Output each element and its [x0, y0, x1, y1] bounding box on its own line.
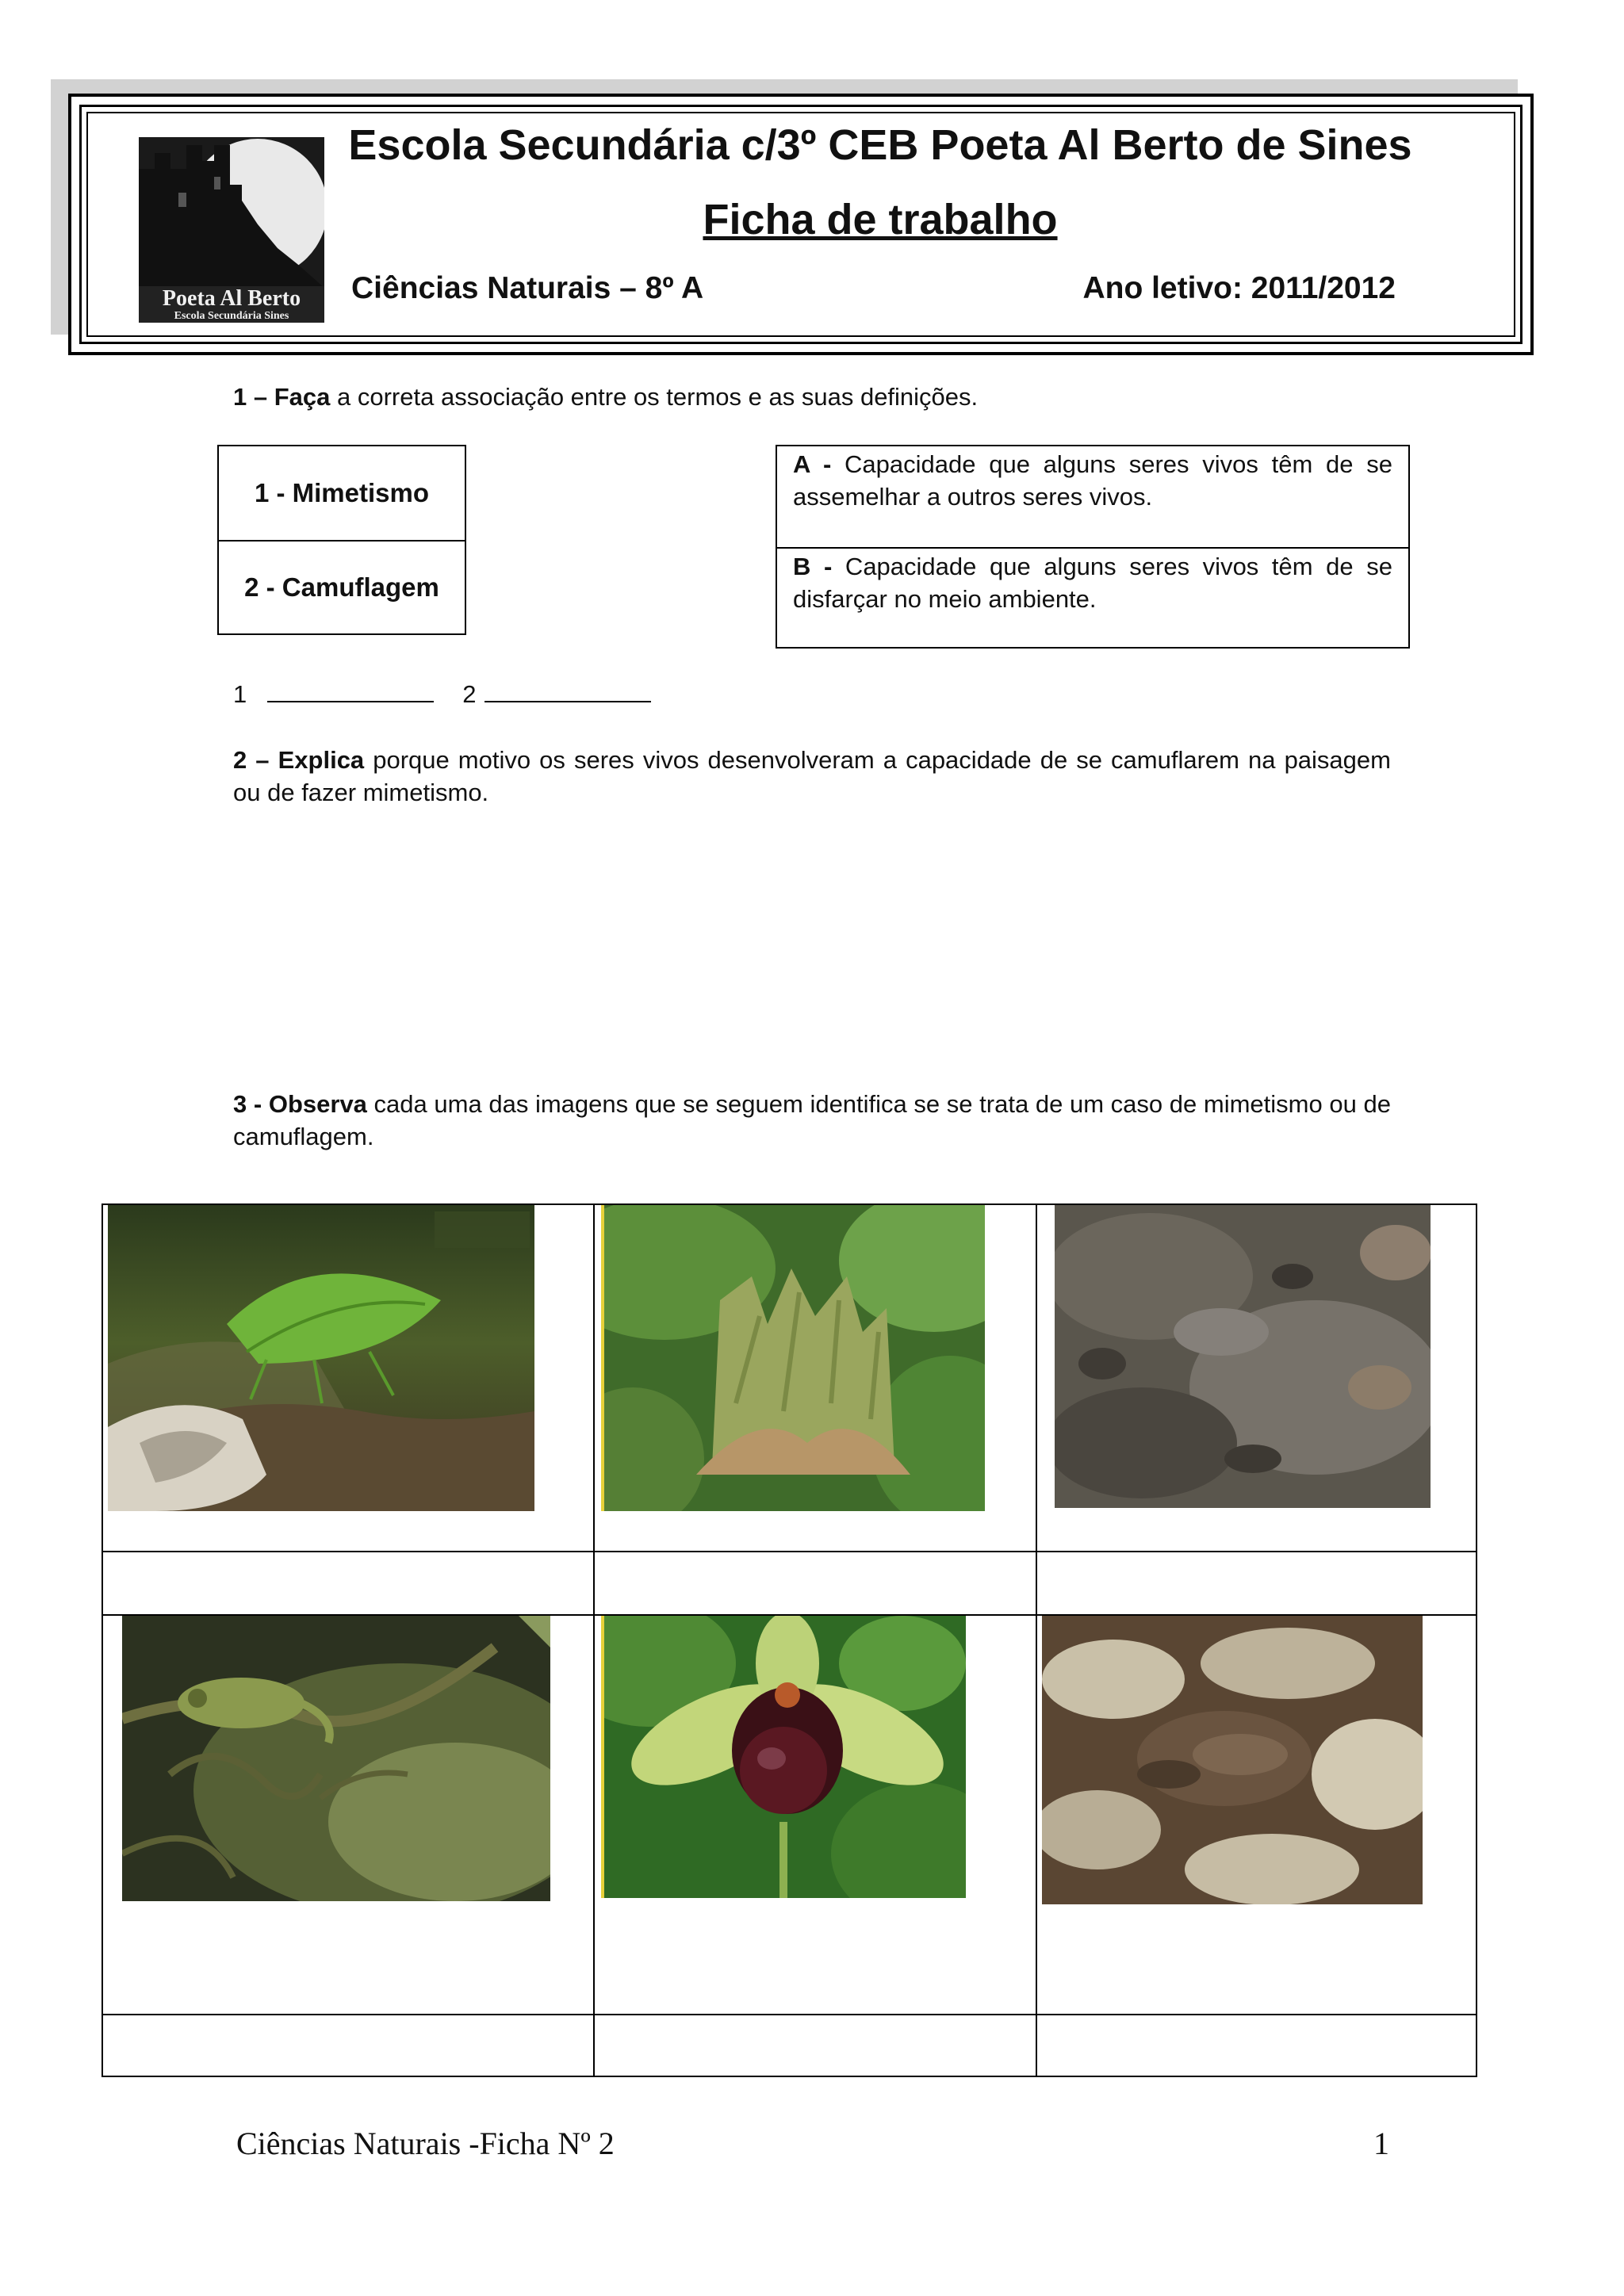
- answer-cell-6[interactable]: [1039, 2017, 1475, 2076]
- bee-orchid-photo: [601, 1616, 966, 1898]
- question-2-number: 2 –: [233, 746, 270, 774]
- definitions-table: [776, 445, 1410, 649]
- worksheet-title: Ficha de trabalho: [703, 196, 1058, 243]
- leaf-insect-photo: [108, 1205, 534, 1511]
- answer-cell-3[interactable]: [1039, 1554, 1475, 1613]
- question-3-text: cada uma das imagens que se seguem identifica se se trata de um caso de mimetismo ou de camuflagem.: [233, 1090, 1391, 1150]
- school-year: Ano letivo: 2011/2012: [1082, 271, 1396, 305]
- terms-table: [217, 445, 466, 635]
- answer-lines: [233, 680, 680, 709]
- answer-cell-5[interactable]: [596, 2017, 1034, 2076]
- answer-2-blank[interactable]: [485, 701, 651, 702]
- answer-cell-1[interactable]: [105, 1554, 592, 1613]
- question-1: [233, 381, 1391, 413]
- question-1-text: a correta associação entre os termos e as suas definições.: [330, 383, 979, 411]
- camouflaged-animal-in-plant-photo: [601, 1205, 985, 1511]
- question-2: [233, 744, 1391, 809]
- question-3-number: 3 -: [233, 1090, 262, 1118]
- subject-class: Ciências Naturais – 8º A: [351, 271, 704, 305]
- camouflaged-animal-on-ground-photo: [1055, 1205, 1431, 1508]
- chameleon-photo: [122, 1616, 550, 1901]
- answer-cell-4[interactable]: [105, 2017, 592, 2076]
- footer-left: Ciências Naturais -Ficha Nº 2: [236, 2126, 615, 2161]
- camouflaged-animal-on-soil-photo: [1042, 1616, 1423, 1904]
- definition-b-text: Capacidade que alguns seres vivos têm de se disfarçar no meio ambiente.: [793, 552, 1393, 613]
- question-3-verb: Observa: [268, 1090, 367, 1118]
- answer-cell-2[interactable]: [596, 1554, 1034, 1613]
- page-number: 1: [1373, 2126, 1389, 2161]
- question-1-number: 1 –: [233, 383, 268, 411]
- image-grid: [102, 1203, 1477, 2077]
- school-logo: [139, 137, 324, 323]
- header-box: [68, 94, 1534, 355]
- question-1-verb: Faça: [274, 383, 331, 411]
- definition-b-letter: B -: [793, 552, 833, 580]
- question-2-answer-space[interactable]: [233, 817, 1391, 1070]
- term-mimetismo: 1 - Mimetismo: [254, 478, 430, 507]
- question-2-verb: Explica: [278, 746, 365, 774]
- logo-text-line1: Poeta Al Berto: [162, 286, 301, 311]
- definition-a-text: Capacidade que alguns seres vivos têm de se assemelhar a outros seres vivos.: [793, 450, 1392, 511]
- definition-b: [777, 547, 1408, 648]
- school-name: Escola Secundária c/3º CEB Poeta Al Berto de Sines: [348, 121, 1412, 169]
- answer-1-label: 1: [233, 680, 247, 708]
- question-2-text: porque motivo os seres vivos desenvolveram a capacidade de se camuflarem na paisagem ou de fazer mimetismo.: [233, 746, 1391, 806]
- logo-text-line2: Escola Secundária Sines: [174, 310, 289, 322]
- definition-a: [777, 446, 1408, 547]
- answer-2-label: 2: [462, 680, 477, 708]
- answer-1-blank[interactable]: [267, 701, 434, 702]
- question-3: [233, 1088, 1391, 1153]
- definition-a-letter: A -: [793, 450, 832, 478]
- term-camuflagem: 2 - Camuflagem: [219, 540, 465, 633]
